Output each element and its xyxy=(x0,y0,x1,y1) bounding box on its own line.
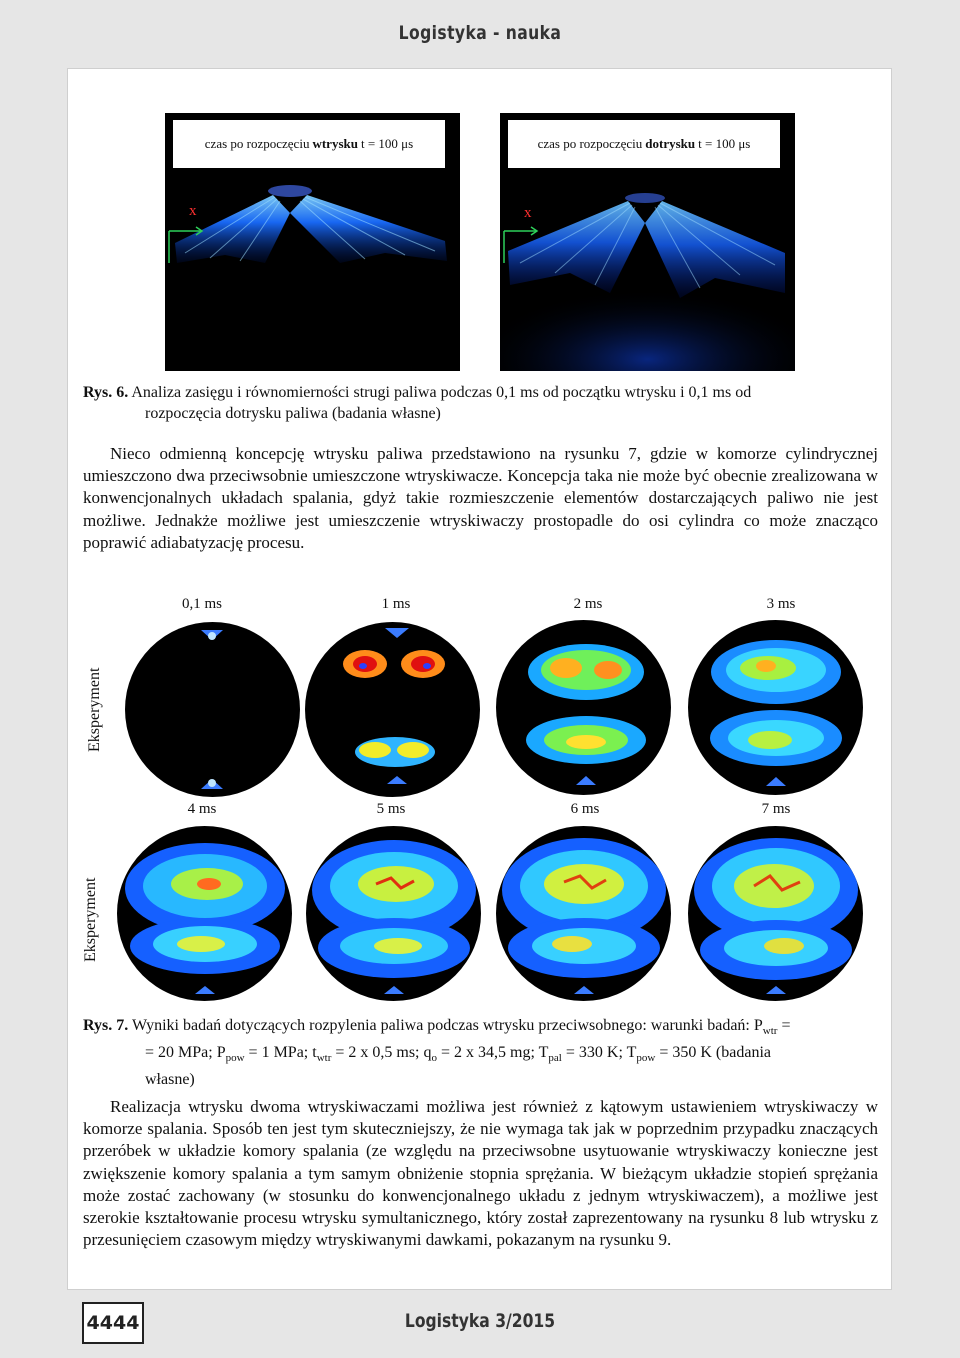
body-paragraph-1: Nieco odmienną koncepcję wtrysku paliwa przedstawiono na rysunku 7, gdzie w komorze cylindrycznej umieszczono dwa przeciwsobnie umieszczone wtryskiwacze. Koncepcja taka nie może być obecnie zrealizowana w konwencjonalnych układach spalania, gdyż takie rozmieszczenie elementów dostarczających paliwo nie jest możliwe. Jednakże możliwe jest umieszczenie wtryskiwaczy prostopadle do osi cylindra co może znacząco poprawić adiabatyzację procesu. xyxy=(83,444,878,552)
journal-issue: Logistyka 3/2015 xyxy=(404,1310,556,1332)
row-label-experiment: Eksperyment xyxy=(86,667,103,752)
combustion-frame-1ms xyxy=(305,622,480,797)
combustion-frame-0-1ms xyxy=(125,622,300,797)
combustion-frame-3ms xyxy=(688,620,863,795)
x-marker: x xyxy=(524,205,532,221)
time-label: 1 ms xyxy=(381,596,411,612)
combustion-frame-5ms xyxy=(306,826,481,1001)
fuel-spray-image xyxy=(496,620,671,795)
time-label: 2 ms xyxy=(573,596,603,612)
fuel-spray-image xyxy=(688,620,863,795)
time-label: 5 ms xyxy=(376,801,406,817)
spray-image-post-injection xyxy=(500,113,795,371)
body-paragraph-2: Realizacja wtrysku dwoma wtryskiwaczami możliwa jest również z kątowym ustawieniem wtryskiwaczy w komorze spalania. Sposób ten jest tym skuteczniejszy, że nie wymaga tak jak w poprzednim przypadku znaczących przeróbek w układzie komory spalania (ze względu na przeciwsobne usytuowanie wtryskiwaczy konieczne jest zwiększenie komory spalania a tym samym obniżenie stopnia sprężania. W bieżącym układzie stopień sprężania może zostać zachowany (w stosunku do konwencjonalnego układu z jednym wtryskiwaczem), a możliwe jest szerokie kształtowanie procesu wtrysku symultanicznego, który został zaprezentowany na rysunku 8 lub wtrysku z przesunięciem czasowym między wtryskiwanymi dawkami, pokazanym na rysunku 9. xyxy=(83,1097,878,1250)
spray-label-injection: czas po rozpoczęciu wtrysku t = 100 μs xyxy=(173,120,445,168)
x-marker: x xyxy=(189,203,197,219)
combustion-frame-4ms xyxy=(117,826,292,1001)
time-label: 7 ms xyxy=(761,801,791,817)
time-label: 6 ms xyxy=(570,801,600,817)
time-label: 0,1 ms xyxy=(181,596,222,612)
figure6-caption: Rys. 6. Analiza zasięgu i równomierności strugi paliwa podczas 0,1 ms od początku wtrysku i 0,1 ms od rozpoczęcia dotrysku paliwa (badania własne) xyxy=(83,384,752,422)
spray-label-post-injection: czas po rozpoczęciu dotrysku t = 100 μs xyxy=(508,120,780,168)
fuel-spray-image xyxy=(306,826,481,1001)
time-label: 3 ms xyxy=(766,596,796,612)
time-label: 4 ms xyxy=(187,801,217,817)
fuel-spray-image xyxy=(688,826,863,1001)
combustion-frame-2ms xyxy=(496,620,671,795)
fuel-spray-image xyxy=(125,622,300,797)
fuel-spray-image xyxy=(305,622,480,797)
figure7-caption: Rys. 7. Wyniki badań dotyczących rozpylenia paliwa podczas wtrysku przeciwsobnego: warunki badań: $P_{wtr}$ = = 20 MPa; $P_{pow} = 1$ MPa; $t_{wtr} = 2$ x 0,5 ms; $q_o = 2$ x 34,5 mg; $T_{pal} = 330$ K; $T_{pow} = 350$ K (badania własne) xyxy=(83,1017,791,1089)
fuel-spray-image xyxy=(496,826,671,1001)
page-number: 4444 xyxy=(82,1302,144,1344)
combustion-frame-6ms xyxy=(496,826,671,1001)
journal-header: Logistyka - nauka xyxy=(398,22,562,44)
combustion-frame-7ms xyxy=(688,826,863,1001)
spray-image-injection xyxy=(165,113,460,371)
fuel-spray-image xyxy=(117,826,292,1001)
row-label-experiment: Eksperyment xyxy=(82,877,99,962)
